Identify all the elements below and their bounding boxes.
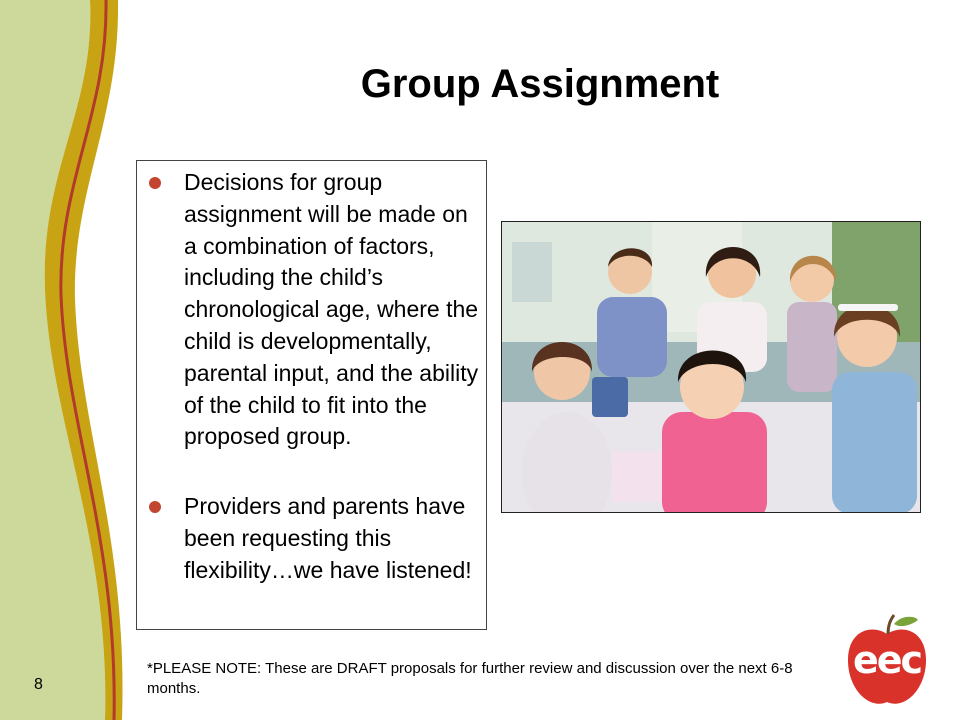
draft-note: *PLEASE NOTE: These are DRAFT proposals for further review and discussion over the next 6-8 months.: [147, 660, 793, 697]
eec-logo: [842, 612, 932, 712]
children-photo: [501, 221, 921, 513]
page-number: 8: [34, 676, 43, 693]
slide-title: Group Assignment: [360, 62, 720, 106]
logo-text: eec: [852, 638, 922, 682]
bullet-item: [184, 491, 480, 586]
bullet-text: Providers and parents have been requesting this flexibility…we have listened!: [184, 493, 472, 583]
red-dot-icon: [149, 177, 161, 189]
red-dot-icon: [149, 501, 161, 513]
bullet-text-box: [136, 160, 487, 630]
bullet-item: [184, 167, 480, 453]
bullet-text: Decisions for group assignment will be made on a combination of factors, including the child’s chronological age, where the child is developmentally, parental input, and the ability of the child to fit into the proposed group.: [184, 169, 479, 450]
